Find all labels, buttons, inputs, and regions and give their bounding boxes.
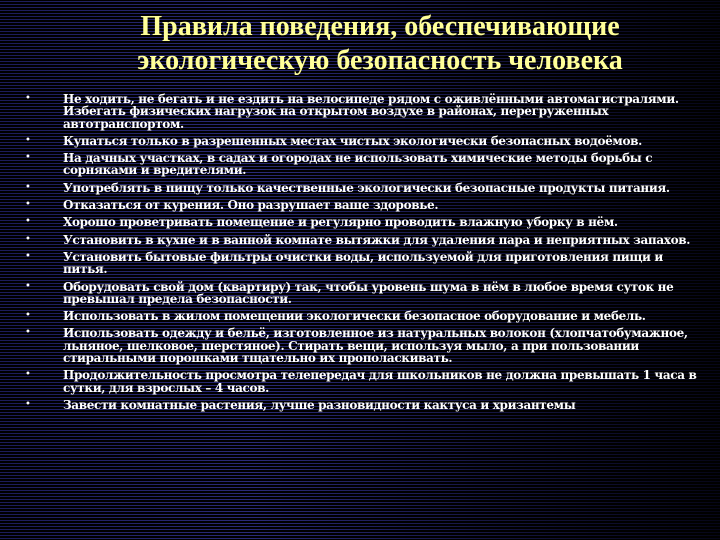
list-item-text: На дачных участках, в садах и огородах не использовать химические методы борьбы с сорняками и вредителями. (63, 151, 653, 178)
background-stripe (0, 427, 720, 428)
background-stripe (0, 469, 720, 470)
bullet-icon: • (25, 233, 31, 245)
background-stripe (0, 442, 720, 443)
background-stripe (0, 448, 720, 449)
list-item (25, 199, 710, 211)
background-stripe (0, 511, 720, 512)
bullet-icon: • (25, 181, 31, 193)
background-stripe (0, 463, 720, 464)
background-stripe (0, 496, 720, 497)
list-item-text: Употреблять в пищу только качественные экологически безопасные продукты питания. (63, 180, 670, 195)
bullet-icon: • (25, 310, 31, 322)
bullet-icon: • (25, 134, 31, 146)
list-item (25, 251, 710, 276)
background-stripe (0, 523, 720, 524)
bullet-icon: • (25, 93, 31, 104)
list-item (25, 182, 710, 194)
bullet-icon: • (25, 327, 31, 339)
background-stripe (0, 424, 720, 425)
background-stripe (0, 451, 720, 452)
list-item (25, 327, 710, 364)
list-item (25, 310, 710, 322)
background-stripe (0, 529, 720, 530)
list-item (25, 152, 710, 177)
background-stripe (0, 535, 720, 536)
bullet-icon: • (25, 216, 31, 228)
list-item (25, 399, 710, 411)
list-item-text: Оборудовать свой дом (квартиру) так, чтобы уровень шума в нём в любое время суток не превышал предела безопасности. (63, 279, 674, 306)
list-item-text: Продолжительность просмотра телепередач для школьников не должна превышать 1 часа в сутки, для взрослых – 4 часов. (63, 368, 697, 395)
background-stripe (0, 472, 720, 473)
background-stripe (0, 454, 720, 455)
title-line-2: экологическую безопасность человека (137, 45, 623, 76)
bullet-icon: • (25, 369, 31, 381)
background-stripe (0, 505, 720, 506)
background-stripe (0, 508, 720, 509)
background-stripe (0, 85, 720, 86)
list-item (25, 369, 710, 394)
background-stripe (0, 502, 720, 503)
background-stripe (0, 484, 720, 485)
background-stripe (0, 499, 720, 500)
background-stripe (0, 514, 720, 515)
background-stripe (0, 475, 720, 476)
list-item-text: Установить в кухне и в ванной комнате вытяжки для удаления пара и неприятных запахов. (63, 232, 691, 247)
list-item-text: Использовать в жилом помещении экологически безопасное оборудование и мебель. (63, 309, 646, 324)
background-stripe (0, 445, 720, 446)
background-stripe (0, 7, 720, 8)
background-stripe (0, 82, 720, 83)
list-item (25, 281, 710, 306)
background-stripe (0, 490, 720, 491)
list-item (25, 216, 710, 228)
list-item-text: Купаться только в разрешенных местах чистых экологически безопасных водоёмов. (63, 133, 642, 148)
background-stripe (0, 517, 720, 518)
list-item-text: Завести комнатные растения, лучше разновидности кактуса и хризантемы (63, 397, 576, 412)
background-stripe (0, 4, 720, 5)
rules-list (25, 93, 710, 416)
background-stripe (0, 457, 720, 458)
bullet-icon: • (25, 250, 31, 262)
title-line-1: Правила поведения, обеспечивающие (140, 11, 620, 42)
background-stripe (0, 79, 720, 80)
background-stripe (0, 520, 720, 521)
bullet-icon: • (25, 152, 31, 164)
background-stripe (0, 538, 720, 539)
slide-title (60, 10, 700, 78)
background-stripe (0, 487, 720, 488)
background-stripe (0, 421, 720, 422)
background-stripe (0, 460, 720, 461)
background-stripe (0, 1, 720, 2)
bullet-icon: • (25, 199, 31, 211)
background-stripe (0, 88, 720, 89)
list-item (25, 234, 710, 246)
background-stripe (0, 439, 720, 440)
list-item (25, 135, 710, 147)
bullet-icon: • (25, 280, 31, 292)
background-stripe (0, 430, 720, 431)
list-item-text: Хорошо проветривать помещение и регулярно проводить влажную уборку в нём. (63, 215, 618, 230)
background-stripe (0, 436, 720, 437)
background-stripe (0, 433, 720, 434)
background-stripe (0, 418, 720, 419)
list-item-text: Использовать одежду и бельё, изготовленное из натуральных волокон (хлопчатобумажное, льняное, шелковое, шерстяное). Стирать вещи, используя мыло, а при пользовании стиральными порошками тщательно их прополаскивать. (63, 326, 688, 366)
list-item-text: Не ходить, не бегать и не ездить на велосипеде рядом с оживлёнными автомагистралями. Избегать физических нагрузок на открытом воздухе в районах, перегруженных автотранспортом. (63, 92, 679, 131)
background-stripe (0, 526, 720, 527)
background-stripe (0, 481, 720, 482)
background-stripe (0, 493, 720, 494)
list-item-text: Отказаться от курения. Оно разрушает ваше здоровье. (63, 198, 439, 213)
list-item-text: Установить бытовые фильтры очистки воды, используемой для приготовления пищи и питья. (63, 249, 663, 277)
background-stripe (0, 478, 720, 479)
background-stripe (0, 532, 720, 533)
bullet-icon: • (25, 398, 31, 410)
background-stripe (0, 466, 720, 467)
list-item (25, 93, 710, 130)
